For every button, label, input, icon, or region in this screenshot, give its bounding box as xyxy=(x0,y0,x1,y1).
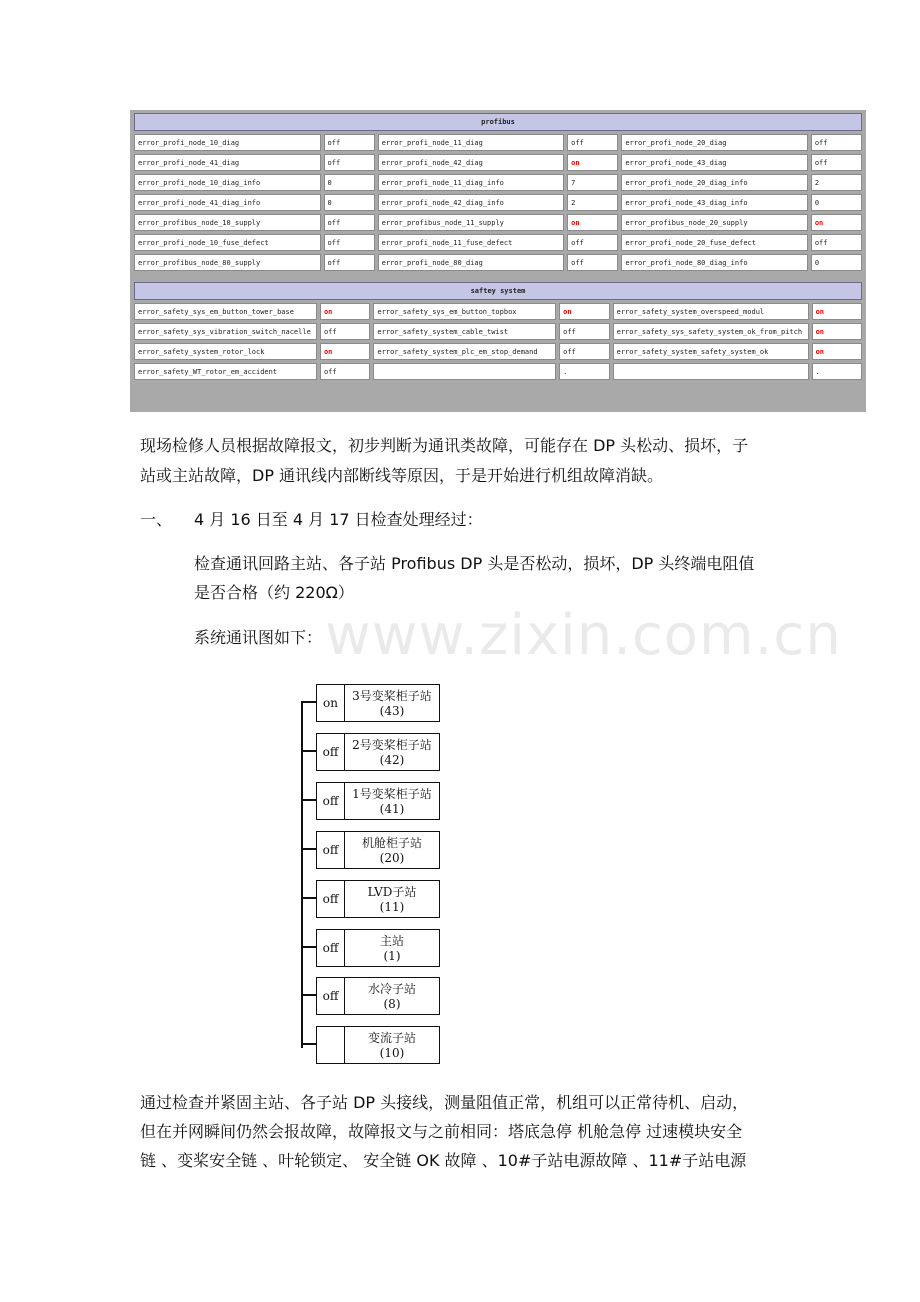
station-address: (8) xyxy=(383,997,401,1012)
signal-value: off xyxy=(324,154,375,171)
signal-value: 7 xyxy=(567,174,618,191)
signal-name: error_safety_WT_rotor_em_accident xyxy=(134,363,317,380)
station-status: off xyxy=(317,832,345,868)
signal-name: error_safety_system_rotor_lock xyxy=(134,343,317,360)
station-node xyxy=(316,880,440,918)
signal-value: off xyxy=(567,134,618,151)
signal-value: on xyxy=(812,303,862,320)
station-node xyxy=(316,1026,440,1064)
signal-value: off xyxy=(567,254,618,271)
signal-name: error_safety_system_cable_twist xyxy=(373,323,556,340)
signal-name: error_safety_system_overspeed_modul xyxy=(613,303,809,320)
profibus-row xyxy=(134,134,862,151)
signal-name: error_safety_system_plc_em_stop_demand xyxy=(373,343,556,360)
signal-value: 0 xyxy=(811,194,862,211)
watermark: www.zixin.com.cn xyxy=(325,603,842,668)
paragraph-1-line-1: 现场检修人员根据故障报文，初步判断为通讯类故障，可能存在 DP 头松动、损坏，子 xyxy=(140,436,749,455)
station-address: (11) xyxy=(379,899,405,914)
signal-value: on xyxy=(567,214,618,231)
profibus-row xyxy=(134,254,862,271)
bus-stub xyxy=(301,750,317,752)
signal-name: error_safety_sys_em_button_topbox xyxy=(373,303,556,320)
signal-value: off xyxy=(559,343,609,360)
station-address: (42) xyxy=(379,752,405,767)
signal-value: off xyxy=(559,323,609,340)
scada-screenshot xyxy=(130,110,866,412)
signal-value: 2 xyxy=(567,194,618,211)
signal-name: error_profi_node_20_fuse_defect xyxy=(621,234,808,251)
signal-name: error_profi_node_11_diag xyxy=(378,134,565,151)
bus-stub xyxy=(301,1043,317,1045)
station-node xyxy=(316,831,440,869)
signal-name: error_profi_node_41_diag_info xyxy=(134,194,321,211)
signal-value: off xyxy=(324,214,375,231)
station-status xyxy=(317,1027,345,1063)
signal-name: error_profi_node_10_diag_info xyxy=(134,174,321,191)
signal-value: off xyxy=(567,234,618,251)
signal-name: error_profi_node_43_diag_info xyxy=(621,194,808,211)
signal-name: error_profi_node_42_diag_info xyxy=(378,194,565,211)
signal-name: error_profi_node_20_diag_info xyxy=(621,174,808,191)
signal-value: 2 xyxy=(811,174,862,191)
signal-name: error_safety_sys_vibration_switch_nacelle xyxy=(134,323,317,340)
paragraph-2-line-1: 检查通讯回路主站、各子站 Profibus DP 头是否松动，损坏，DP 头终端电阻值 xyxy=(194,554,755,573)
station-name: 水冷子站 xyxy=(367,982,416,997)
safety-row xyxy=(134,323,862,340)
station-name: 2号变桨柜子站 xyxy=(352,737,432,752)
profibus-row xyxy=(134,194,862,211)
signal-name: error_profi_node_11_diag_info xyxy=(378,174,565,191)
bus-stub xyxy=(301,848,317,850)
station-name: LVD子站 xyxy=(367,884,417,899)
communication-diagram xyxy=(294,682,449,1066)
paragraph-4-line-1: 通过检查并紧固主站、各子站 DP 头接线，测量阻值正常，机组可以正常待机、启动， xyxy=(140,1093,749,1112)
signal-name: error_profi_node_80_diag_info xyxy=(621,254,808,271)
signal-value: 0 xyxy=(324,174,375,191)
signal-name xyxy=(373,363,556,380)
profibus-row xyxy=(134,234,862,251)
station-name: 变流子站 xyxy=(367,1031,416,1046)
profibus-table xyxy=(131,110,865,274)
station-status: off xyxy=(317,734,345,770)
signal-value: off xyxy=(811,234,862,251)
signal-value: off xyxy=(811,154,862,171)
signal-name: error_profi_node_11_fuse_defect xyxy=(378,234,565,251)
paragraph-1-line-2: 站或主站故障，DP 通讯线内部断线等原因，于是开始进行机组故障消缺。 xyxy=(140,466,664,485)
safety-row xyxy=(134,363,862,380)
signal-value: off xyxy=(324,254,375,271)
signal-name: error_safety_sys_safety_system_ok_from_pitch xyxy=(613,323,809,340)
signal-name: error_profi_node_20_diag xyxy=(621,134,808,151)
signal-name: error_safety_sys_em_button_tower_base xyxy=(134,303,317,320)
signal-value: off xyxy=(320,323,370,340)
station-name: 3号变桨柜子站 xyxy=(352,689,432,703)
signal-name xyxy=(613,363,809,380)
signal-name: error_profibus_node_10_supply xyxy=(134,214,321,231)
signal-value: 0 xyxy=(324,194,375,211)
signal-value: off xyxy=(324,234,375,251)
signal-name: error_profibus_node_11_supply xyxy=(378,214,565,231)
station-name: 1号变桨柜子站 xyxy=(352,786,432,801)
signal-value: on xyxy=(812,343,862,360)
signal-value: on xyxy=(320,343,370,360)
safety-row xyxy=(134,303,862,320)
station-node xyxy=(316,733,440,771)
signal-name: error_profi_node_80_diag xyxy=(378,254,565,271)
signal-name: error_profi_node_43_diag xyxy=(621,154,808,171)
section-title: 4 月 16 日至 4 月 17 日检查处理经过： xyxy=(194,510,483,529)
section-number: 一、 xyxy=(140,510,173,529)
signal-value: on xyxy=(559,303,609,320)
signal-name: error_profibus_node_80_supply xyxy=(134,254,321,271)
signal-name: error_profibus_node_20_supply xyxy=(621,214,808,231)
signal-name: error_profi_node_10_fuse_defect xyxy=(134,234,321,251)
station-address: (41) xyxy=(379,801,405,816)
station-address: (10) xyxy=(379,1046,405,1061)
signal-value: off xyxy=(320,363,370,380)
signal-value: off xyxy=(811,134,862,151)
signal-value: on xyxy=(811,214,862,231)
station-address: (43) xyxy=(379,704,405,718)
station-name: 主站 xyxy=(379,933,404,948)
station-node xyxy=(316,684,440,722)
station-name: 机舱柜子站 xyxy=(361,835,422,850)
safety-row xyxy=(134,343,862,360)
profibus-row xyxy=(134,174,862,191)
station-status: on xyxy=(317,685,345,721)
paragraph-4-line-2: 但在并网瞬间仍然会报故障，故障报文与之前相同：塔底急停 机舱急停 过速模块安全 xyxy=(140,1122,743,1141)
paragraph-4-line-3: 链 、变桨安全链 、叶轮锁定、 安全链 OK 故障 、10#子站电源故障 、11#子站电源 xyxy=(140,1151,747,1170)
paragraph-3: 系统通讯图如下： xyxy=(194,628,323,647)
bus-stub xyxy=(301,994,317,996)
station-address: (20) xyxy=(379,850,405,865)
station-status: off xyxy=(317,783,345,819)
signal-name: error_profi_node_42_diag xyxy=(378,154,565,171)
safety-table xyxy=(131,279,865,383)
signal-value: on xyxy=(567,154,618,171)
signal-name: error_safety_system_safety_system_ok xyxy=(613,343,809,360)
signal-value: 0 xyxy=(811,254,862,271)
paragraph-2-line-2: 是否合格（约 220Ω） xyxy=(194,583,354,602)
profibus-header: profibus xyxy=(134,113,862,131)
profibus-row xyxy=(134,214,862,231)
station-address: (1) xyxy=(383,948,401,963)
station-node xyxy=(316,977,440,1015)
bus-stub xyxy=(301,799,317,801)
station-status: off xyxy=(317,978,345,1014)
signal-value: . xyxy=(559,363,609,380)
signal-name: error_profi_node_10_diag xyxy=(134,134,321,151)
safety-header: saftey system xyxy=(134,282,862,300)
station-node xyxy=(316,782,440,820)
station-status: off xyxy=(317,930,345,966)
station-status: off xyxy=(317,881,345,917)
signal-value: on xyxy=(320,303,370,320)
bus-stub xyxy=(301,701,317,703)
signal-value: off xyxy=(324,134,375,151)
signal-value: on xyxy=(812,323,862,340)
station-node xyxy=(316,929,440,967)
profibus-row xyxy=(134,154,862,171)
bus-stub xyxy=(301,946,317,948)
signal-name: error_profi_node_41_diag xyxy=(134,154,321,171)
signal-value: . xyxy=(812,363,862,380)
bus-stub xyxy=(301,897,317,899)
